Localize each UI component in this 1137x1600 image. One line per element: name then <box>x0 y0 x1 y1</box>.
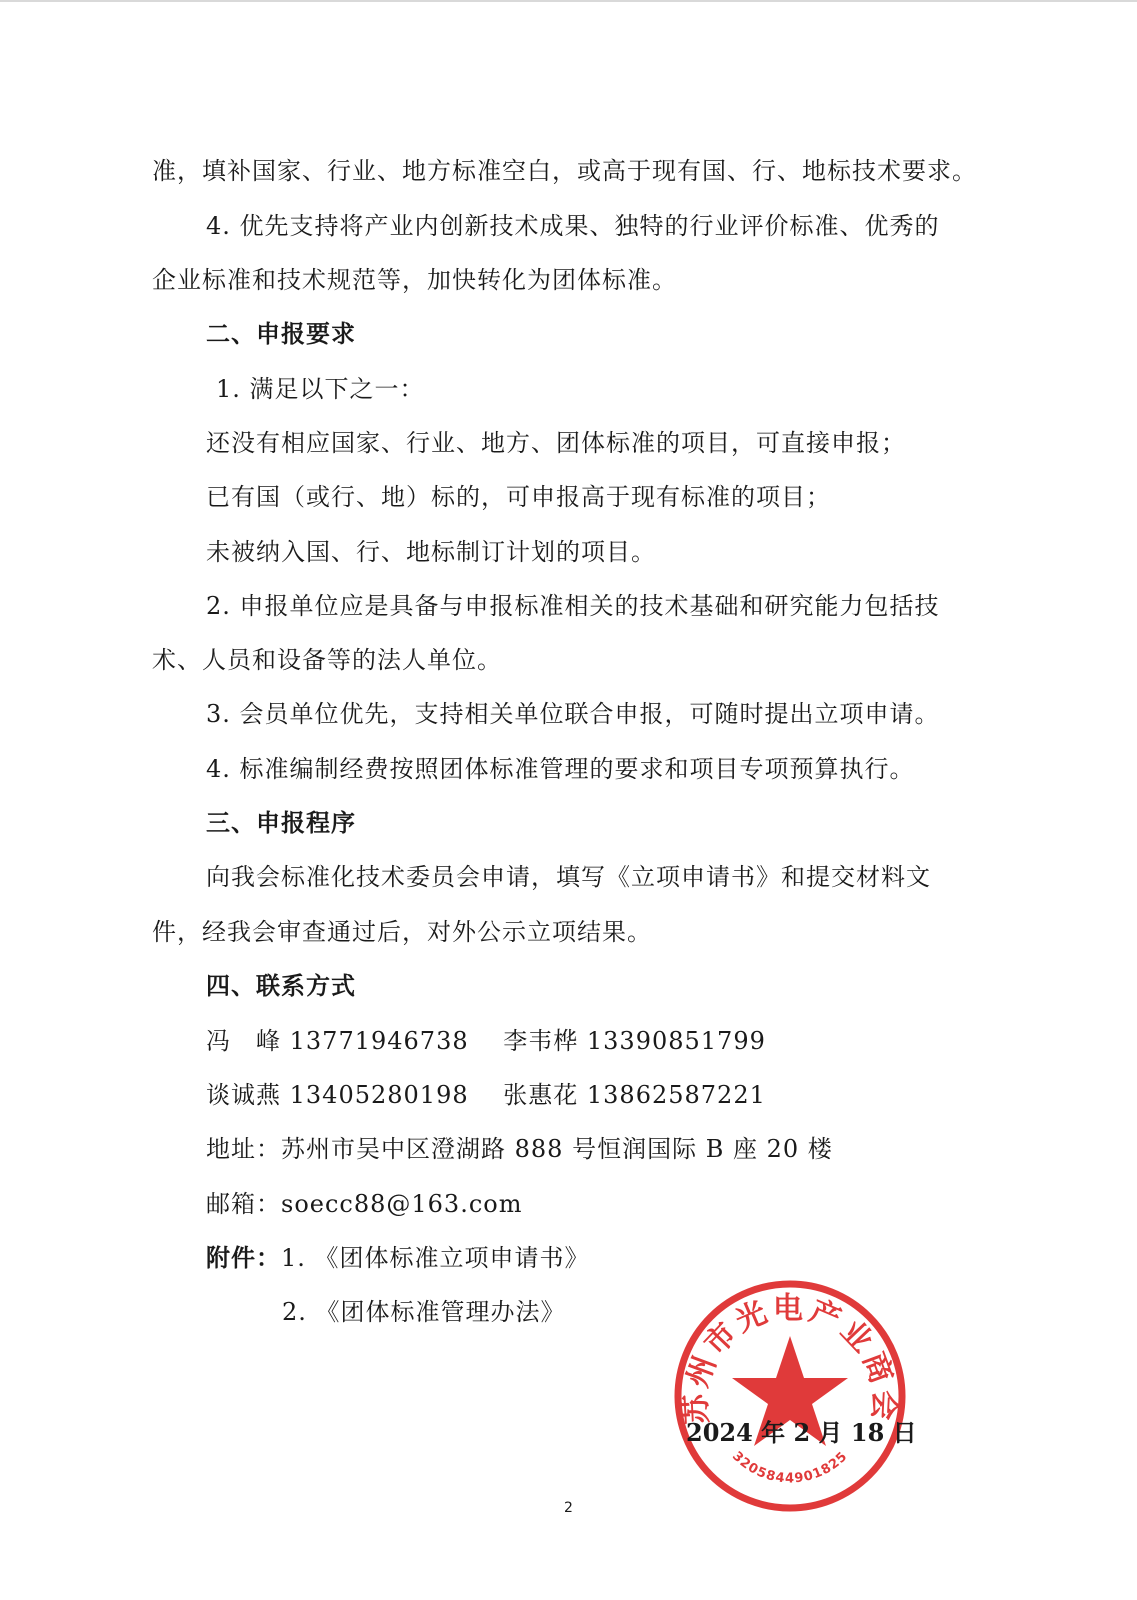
requirement-item-2-line1: 2. 申报单位应是具备与申报标准相关的技术基础和研究能力包括技 <box>206 592 940 620</box>
attachment-item-1: 1. 《团体标准立项申请书》 <box>281 1244 590 1272</box>
attachment-item-2: 2. 《团体标准管理办法》 <box>282 1298 566 1326</box>
email-line <box>206 1189 522 1219</box>
address-value: 苏州市吴中区澄湖路 888 号恒润国际 B 座 20 楼 <box>281 1135 833 1163</box>
attachments-line1 <box>206 1243 590 1273</box>
contact-phone: 13390851799 <box>586 1027 766 1055</box>
address-label: 地址： <box>206 1135 281 1163</box>
email-label: 邮箱： <box>206 1190 281 1218</box>
requirement-item-1c: 未被纳入国、行、地标制订计划的项目。 <box>206 538 656 566</box>
section-heading-contacts: 四、联系方式 <box>206 971 356 1000</box>
contacts-row-1 <box>206 1026 766 1056</box>
requirement-item-1-title: 1. 满足以下之一： <box>216 375 425 403</box>
document-date: 2024 年 2 月 18 日 <box>686 1418 917 1447</box>
procedure-line1: 向我会标准化技术委员会申请，填写《立项申请书》和提交材料文 <box>206 863 931 891</box>
requirement-item-2-line2: 术、人员和设备等的法人单位。 <box>152 646 502 674</box>
contact-phone: 13771946738 <box>289 1027 469 1055</box>
contact-name: 谈诚燕 <box>206 1081 281 1109</box>
priority-item-4-line2: 企业标准和技术规范等，加快转化为团体标准。 <box>152 266 677 294</box>
contacts-row-2 <box>206 1080 766 1110</box>
requirement-item-1b: 已有国（或行、地）标的，可申报高于现有标准的项目； <box>206 483 831 511</box>
page-number: 2 <box>564 1500 573 1516</box>
requirement-item-4: 4. 标准编制经费按照团体标准管理的要求和项目专项预算执行。 <box>206 755 915 783</box>
section-heading-requirements: 二、申报要求 <box>206 319 356 348</box>
contact-phone: 13862587221 <box>586 1081 766 1109</box>
contact-phone: 13405280198 <box>289 1081 469 1109</box>
requirement-item-3: 3. 会员单位优先，支持相关单位联合申报，可随时提出立项申请。 <box>206 700 940 728</box>
requirement-item-1a: 还没有相应国家、行业、地方、团体标准的项目，可直接申报； <box>206 429 906 457</box>
attachments-label: 附件： <box>206 1243 281 1272</box>
contact-name: 李韦桦 <box>503 1027 579 1055</box>
email-value: soecc88@163.com <box>281 1190 523 1218</box>
paragraph-continuation: 准，填补国家、行业、地方标准空白，或高于现有国、行、地标技术要求。 <box>152 157 977 185</box>
address-line <box>206 1134 833 1164</box>
official-seal <box>672 1278 908 1514</box>
priority-item-4-line1: 4. 优先支持将产业内创新技术成果、独特的行业评价标准、优秀的 <box>206 212 940 240</box>
contact-name: 冯 峰 <box>206 1027 281 1055</box>
procedure-line2: 件，经我会审查通过后，对外公示立项结果。 <box>152 918 652 946</box>
page-top-edge <box>0 0 1137 2</box>
section-heading-procedure: 三、申报程序 <box>206 808 356 837</box>
seal-code: 3205844901825 <box>729 1448 851 1487</box>
contact-name: 张惠花 <box>503 1081 579 1109</box>
seal-org-name: 苏州市光电产业商会 <box>678 1291 902 1425</box>
